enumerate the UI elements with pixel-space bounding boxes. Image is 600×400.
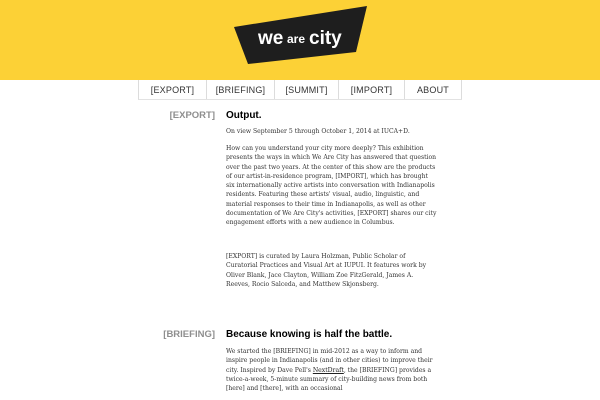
logo-graphic xyxy=(234,6,367,64)
nav-item-summit[interactable]: [SUMMIT] xyxy=(275,80,339,99)
export-paragraph-2: How can you understand your city more deeply? This exhibition presents the ways in which We Are City has answered that question over the past two years. At the center of this show are the products of our artist-in-residence program, [IMPORT], which has brought six internationally active artists into conversation with Indianapolis residents. Featuring these artists' visual, audio, linguistic, and material responses to their time in Indianapolis, as well as other documentation of We Are City's activities, [EXPORT] shares our city engagement efforts with a new audience in Columbus. xyxy=(226,145,437,227)
logo-word-are: are xyxy=(287,32,306,46)
briefing-paragraph-text-start: We started the [BRIEFING] in mid-2012 as a way to inform and inspire people in Indianapolis (and in other cities) to improve their city. Inspired by Dave Pell's xyxy=(226,348,433,374)
site-header xyxy=(0,0,600,80)
logo-word-we: we xyxy=(258,28,284,49)
nav-item-briefing[interactable]: [BRIEFING] xyxy=(207,80,275,99)
nav-item-export[interactable]: [EXPORT] xyxy=(139,80,207,99)
logo-word-city: city xyxy=(309,28,342,49)
export-paragraph-1: On view September 5 through October 1, 2014 at IUCA+D. xyxy=(226,128,410,135)
briefing-paragraph-text-end: , the [BRIEFING] provides a twice-a-week, 5-minute summary of city-building news from both [here] and [there], with an occasional xyxy=(226,366,432,393)
briefing-paragraph-1 xyxy=(226,347,438,393)
section-label-briefing: [BRIEFING] xyxy=(163,329,215,340)
site-logo[interactable] xyxy=(234,6,367,64)
section-label-export: [EXPORT] xyxy=(169,110,215,121)
section-title-briefing: Because knowing is half the battle. xyxy=(226,329,393,340)
nextdraft-link[interactable]: NextDraft xyxy=(312,366,344,374)
export-paragraph-3: [EXPORT] is curated by Laura Holzman, Public Scholar of Curatorial Practices and Visual Art at IUPUI. It features work by Oliver Blank, Jace Clayton, William Zoe FitzGerald, James A. Reeves, Rocio Salceda, and Matthew Skjonsberg. xyxy=(226,253,427,288)
section-title-export: Output. xyxy=(226,110,262,121)
main-nav xyxy=(138,80,462,100)
nav-item-import[interactable]: [IMPORT] xyxy=(339,80,405,99)
nav-item-about[interactable]: ABOUT xyxy=(405,80,462,99)
